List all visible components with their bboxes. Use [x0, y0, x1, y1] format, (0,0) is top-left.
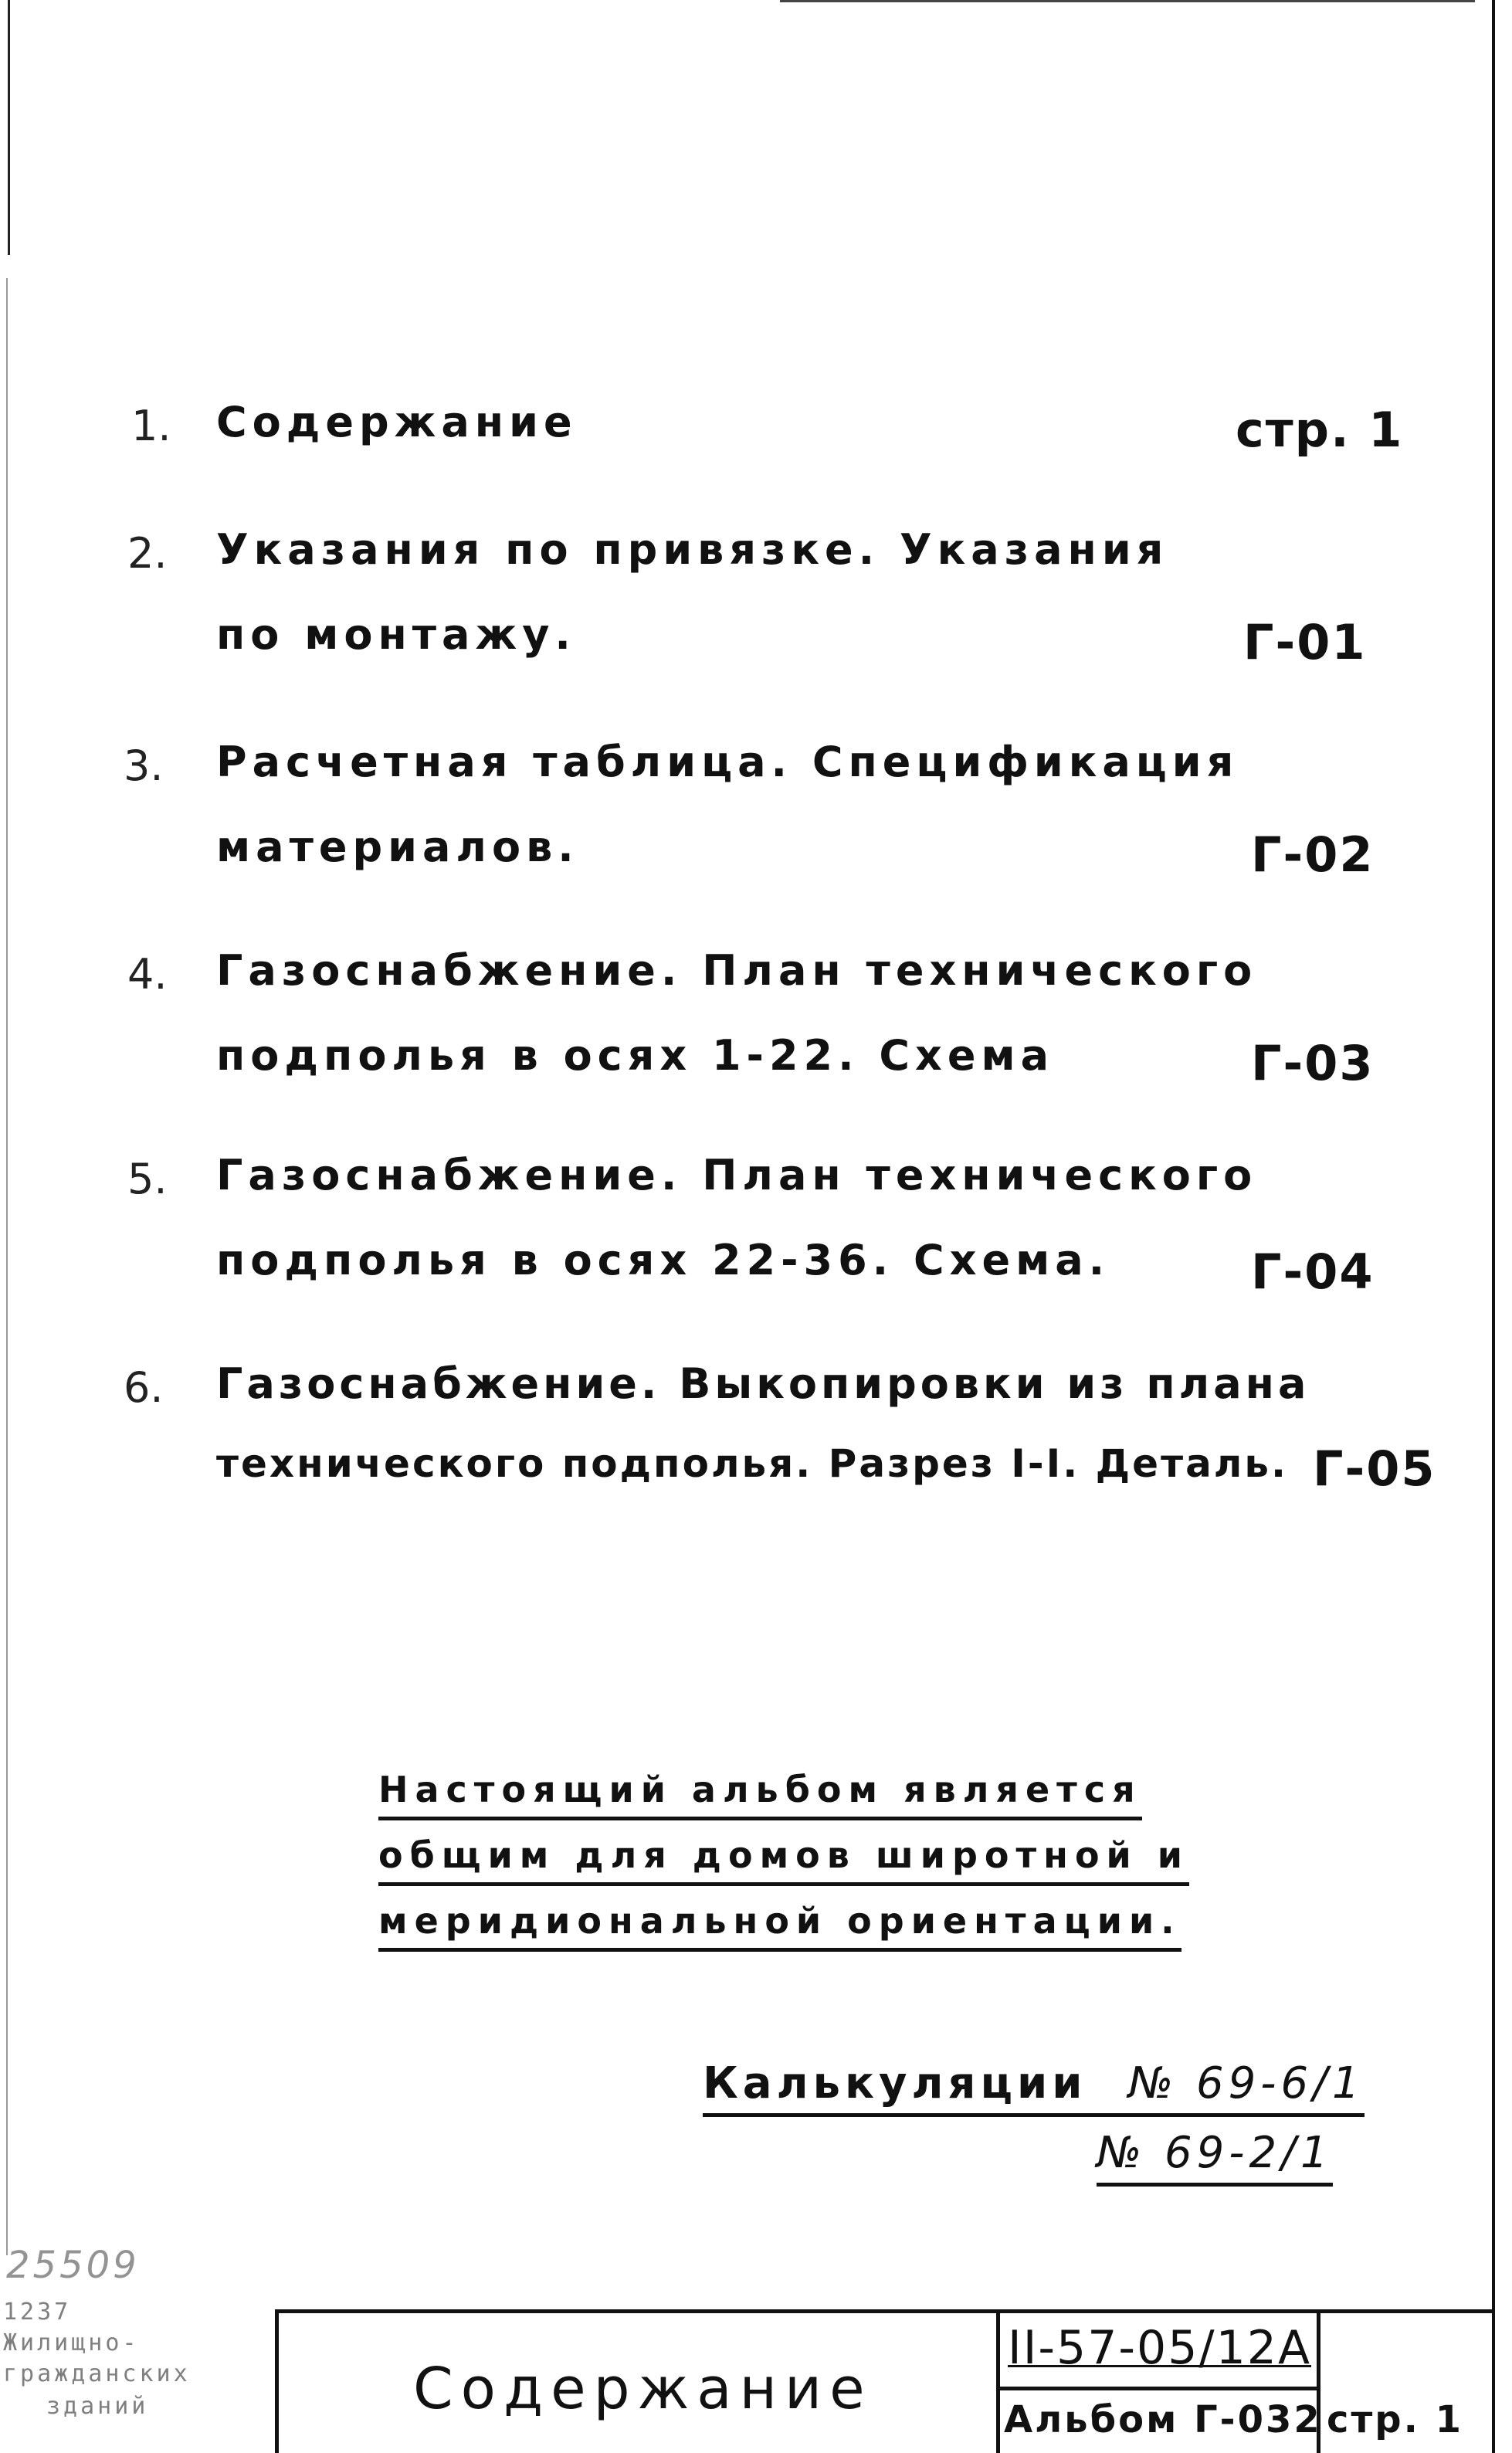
stamp-sheet-number: стр. 1: [1327, 2398, 1463, 2441]
note-line: меридиональной ориентации.: [378, 1900, 1181, 1952]
stamp-title: Содержание: [413, 2356, 873, 2422]
toc-item-page: Г-01: [1243, 614, 1367, 670]
stamp-album-number: Альбом Г-032: [1004, 2398, 1322, 2441]
toc-item-title: Газоснабжение. План технического: [216, 1151, 1258, 1199]
top-border-line: [780, 0, 1475, 2]
calculations-label-text: Калькуляции: [703, 2058, 1087, 2109]
toc-item-number: 1.: [131, 402, 171, 450]
archive-number: 25509: [6, 2244, 140, 2287]
toc-item-page: Г-02: [1251, 826, 1375, 883]
toc-item-number: 5.: [127, 1155, 168, 1203]
toc-item-number: 6.: [124, 1363, 164, 1412]
toc-item-title-cont: по монтажу.: [216, 610, 576, 659]
right-border-line: [1492, 0, 1495, 2453]
toc-item-title: Газоснабжение. План технического: [216, 946, 1258, 995]
toc-item-title: Газоснабжение. Выкопировки из плана: [216, 1359, 1310, 1408]
toc-item-title-cont: подполья в осях 1-22. Схема: [216, 1031, 1055, 1080]
toc-item-title: Содержание: [216, 398, 578, 446]
toc-item-page: Г-03: [1251, 1035, 1375, 1091]
left-edge-mark-lower: [6, 278, 8, 2255]
left-edge-mark: [8, 0, 10, 255]
toc-item-title-cont: технического подполья. Разрез I-I. Деталь.: [216, 1441, 1289, 1486]
stamp-top-rule: [278, 2309, 1495, 2313]
calculations-number-2: № 69-2/1: [1097, 2128, 1333, 2187]
archive-stamp-line: гражданских: [3, 2360, 191, 2387]
archive-stamp: [0, 2298, 278, 2453]
archive-stamp-line: 1237: [3, 2299, 72, 2326]
toc-item-title-cont: подполья в осях 22-36. Схема.: [216, 1236, 1110, 1284]
stamp-mid-rule: [996, 2387, 1320, 2390]
toc-item-page: стр. 1: [1236, 402, 1404, 458]
toc-item-number: 2.: [127, 529, 168, 578]
toc-item-title-cont: материалов.: [216, 823, 579, 871]
toc-item-number: 3.: [124, 741, 164, 790]
note-line: Настоящий альбом является: [378, 1769, 1142, 1820]
toc-item-page: Г-04: [1251, 1243, 1375, 1300]
toc-item-title: Расчетная таблица. Спецификация: [216, 738, 1239, 786]
stamp-project-code: II-57-05/12А: [1008, 2321, 1311, 2375]
archive-stamp-line: Жилищно-: [3, 2329, 140, 2356]
calculations-number-1: № 69-6/1: [1127, 2058, 1365, 2109]
toc-item-title: Указания по привязке. Указания: [216, 525, 1169, 574]
stamp-left-rule: [275, 2309, 279, 2453]
calculations-label: [703, 2058, 1365, 2117]
archive-stamp-line: зданий: [46, 2393, 149, 2420]
stamp-code-divider: [996, 2309, 1000, 2453]
toc-item-page: Г-05: [1313, 1440, 1436, 1497]
toc-item-number: 4.: [127, 950, 168, 999]
note-line: общим для домов широтной и: [378, 1834, 1189, 1886]
